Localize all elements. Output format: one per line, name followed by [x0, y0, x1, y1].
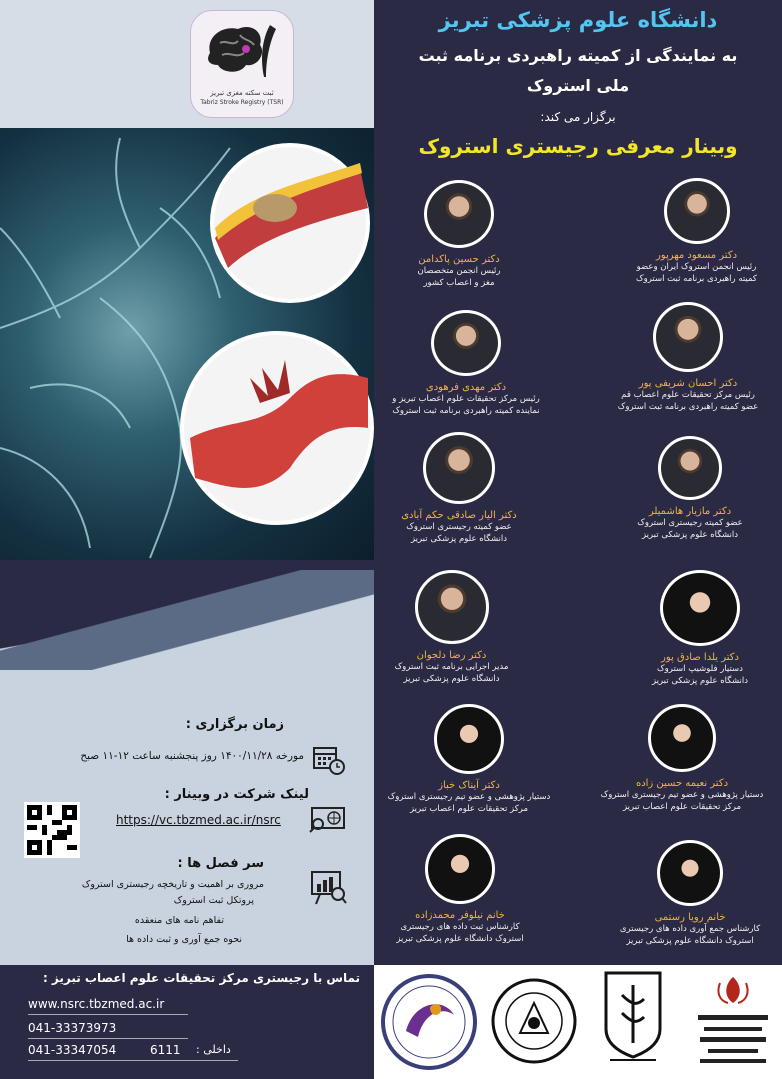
speaker-name: دکتر رضا دلجوان [416, 650, 487, 661]
speaker-role: استروک دانشگاه علوم پزشکی تبریز [626, 936, 754, 946]
speaker-role: نماینده کمیته راهبردی برنامه ثبت استروک [392, 406, 540, 416]
speaker-photo [658, 436, 722, 500]
speaker-role: رئیس انجمن متخصصان [417, 266, 501, 276]
speaker-name: خانم رویا رستمی [654, 912, 726, 923]
webinar-link[interactable]: https://vc.tbzmed.ac.ir/nsrc [116, 813, 281, 827]
speaker-role: رئیس مرکز تحقیقات علوم اعصاب تبریز و [392, 394, 540, 404]
topic-item: مروری بر اهمیت و تاریخچه رجیستری استروک [81, 879, 264, 890]
speaker-role: دانشگاه علوم پزشکی تبریز [403, 674, 500, 684]
speaker-photo [425, 834, 495, 904]
speaker-card [379, 180, 539, 289]
ministry-of-health-logo [690, 971, 776, 1071]
speaker-photo [423, 432, 495, 504]
speaker-role: رئیس انجمن استروک ایران وعضو [636, 262, 757, 272]
decor-band-2 [0, 570, 374, 670]
topic-item: پروتکل ثبت استروک [173, 895, 254, 906]
left-panel [0, 0, 374, 965]
speaker-name: دکتر یلدا صادق پور [661, 652, 739, 663]
speaker-role: مرکز تحقیقات علوم اعصاب تبریز [409, 804, 528, 814]
link-title: لینک شرکت در وبینار : [164, 787, 309, 802]
speaker-name: دکتر حسین پاکدامن [418, 254, 500, 265]
speaker-role: عضو کمیته راهبردی برنامه ثبت استروک [617, 402, 759, 412]
speaker-card [584, 704, 780, 813]
speaker-name: دکتر آیناک خباز [438, 780, 500, 791]
speaker-photo [424, 180, 494, 248]
divider [28, 1060, 238, 1061]
contact-title: تماس با رجیستری مرکز تحقیقات علوم اعصاب تبریز : [42, 971, 360, 985]
speaker-card [600, 840, 780, 947]
speaker-photo [415, 570, 489, 644]
speaker-role: استروک دانشگاه علوم پزشکی تبریز [396, 934, 524, 944]
qr-code [24, 802, 80, 858]
header-line4: برگزار می کند: [540, 110, 616, 124]
speaker-photo [653, 302, 723, 372]
contact-panel [0, 965, 374, 1079]
speaker-card [374, 310, 558, 417]
university-title: دانشگاه علوم پزشکی تبریز [438, 8, 718, 32]
footer [0, 965, 782, 1079]
speaker-role: کمیته راهبردی برنامه ثبت استروک [636, 274, 757, 284]
speaker-role: عضو کمیته رجیستری استروک [406, 522, 512, 532]
speaker-card [600, 436, 780, 541]
divider [28, 1014, 188, 1015]
blood-vessel-image [0, 128, 374, 578]
phone-2: 041-33347054 [28, 1043, 117, 1057]
speaker-name: دکتر مسعود مهرپور [655, 250, 738, 261]
speaker-photo [660, 570, 740, 646]
university-seal-logo [490, 977, 578, 1065]
header-line2: به نمایندگی از کمیته راهبردی برنامه ثبت [418, 46, 738, 65]
speaker-photo [434, 704, 504, 774]
logo-caption-en: Tabriz Stroke Registry (TSR) [200, 99, 284, 106]
speaker-card [620, 570, 780, 687]
speaker-name: دکتر مهدی فرهودی [425, 382, 507, 393]
extension-label: داخلی : [196, 1043, 231, 1056]
speaker-role: مغز و اعصاب کشور [423, 278, 495, 288]
topics-title: سر فصل ها : [177, 856, 264, 871]
header-line3: ملی استروک [526, 76, 630, 95]
speaker-card [614, 178, 779, 285]
website-link[interactable]: www.nsrc.tbzmed.ac.ir [28, 997, 165, 1011]
topic-item: تفاهم نامه های منعقده [134, 915, 224, 926]
speaker-card [374, 834, 546, 945]
calendar-clock-icon [312, 744, 346, 774]
logo-caption-fa: ثبت سکته مغزی تبریز [210, 89, 274, 97]
speaker-role: دستیار پژوهشی و عضو تیم رجیستری استروک [387, 792, 551, 802]
speaker-name: دکتر مازیار هاشمیلر [648, 506, 732, 517]
speaker-photo [657, 840, 723, 906]
speaker-role: دانشگاه علوم پزشکی تبریز [410, 534, 508, 544]
speaker-role: دستیار فلوشیپ استروک [657, 664, 743, 674]
speaker-role: عضو کمیته رجیستری استروک [637, 518, 743, 528]
topic-item: نحوه جمع آوری و ثبت داده ها [126, 934, 242, 945]
speaker-role: مدیر اجرایی برنامه ثبت استروک [394, 662, 509, 672]
speaker-card [374, 704, 564, 815]
stroke-association-logo [378, 971, 480, 1073]
right-panel [374, 0, 782, 965]
web-link-icon [308, 806, 342, 836]
speaker-role: دستیار پژوهشی و عضو تیم رجیستری استروک [600, 790, 764, 800]
speaker-name: دکتر الیار صادقی حکم آبادی [401, 510, 517, 521]
speaker-role: دانشگاه علوم پزشکی تبریز [641, 530, 739, 540]
divider [28, 1038, 188, 1039]
vessel-illustration [0, 128, 374, 578]
speaker-name: دکتر نعیمه حسین زاده [635, 778, 729, 789]
speaker-photo [664, 178, 730, 244]
phone-1: 041-33373973 [28, 1021, 117, 1035]
speaker-role: رئیس مرکز تحقیقات علوم اعصاب قم [621, 390, 755, 400]
speaker-role: مرکز تحقیقات علوم اعصاب تبریز [622, 802, 741, 812]
stroke-registry-logo [190, 10, 294, 118]
logo-area [0, 0, 374, 130]
speaker-role: کارشناس جمع آوری داده های رجیستری [619, 924, 761, 934]
speaker-role: دانشگاه علوم پزشکی تبریز [651, 676, 749, 686]
speaker-card [596, 302, 780, 413]
medical-faculty-logo [600, 969, 666, 1069]
time-value: مورخه ۱۴۰۰/۱۱/۲۸ روز پنجشنبه ساعت ۱۲-۱۱ صبح [80, 750, 304, 762]
speaker-name: خانم نیلوفر محمدزاده [415, 910, 505, 921]
speaker-card [374, 432, 544, 545]
brain-feather-icon [200, 19, 284, 85]
speaker-photo [648, 704, 716, 772]
extension-value: 6111 [150, 1043, 181, 1057]
time-title: زمان برگزاری : [185, 717, 284, 732]
speaker-card [374, 570, 529, 685]
webinar-title: وبینار معرفی رجیستری استروک [418, 134, 738, 158]
speaker-photo [431, 310, 501, 376]
speaker-role: کارشناس ثبت داده های رجیستری [400, 922, 520, 932]
presentation-chart-icon [310, 870, 344, 900]
speaker-name: دکتر احسان شریفی پور [638, 378, 738, 389]
